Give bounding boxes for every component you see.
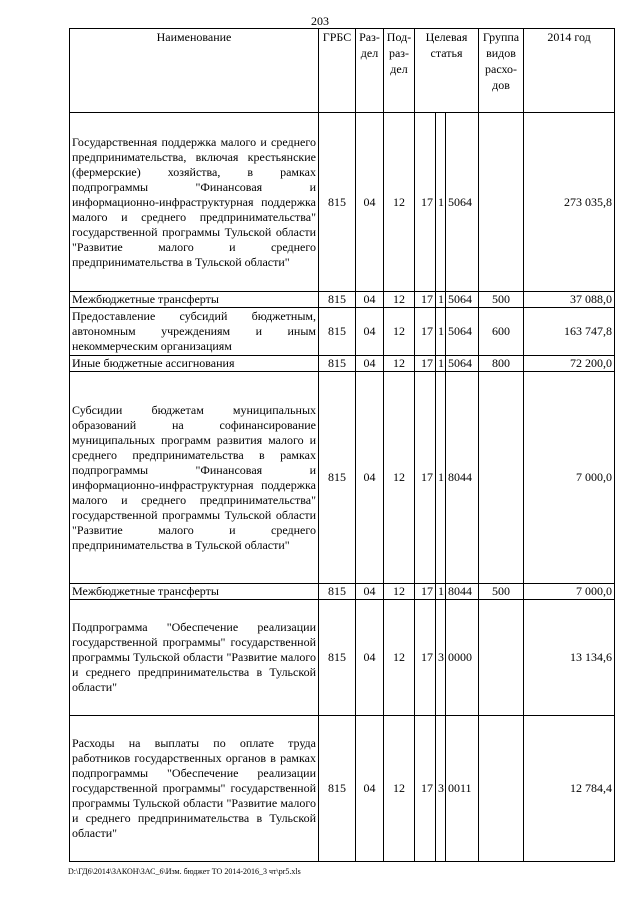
table-row: [70, 600, 615, 716]
row-target-code: 5064: [446, 292, 479, 308]
header-target: Целевая статья: [415, 29, 479, 113]
row-group: [479, 113, 524, 292]
header-group: Группа видов расхо-дов: [479, 29, 524, 113]
row-grbs: 815: [319, 292, 356, 308]
row-target-code: 5064: [446, 308, 479, 356]
row-amount: 13 134,6: [524, 600, 615, 716]
row-name: Предоставление субсидий бюджетным, автономным учреждениям и иным некоммерческим организациям: [70, 308, 319, 356]
table-row: [70, 113, 615, 292]
table-row: [70, 356, 615, 372]
row-target-subprogram: 1: [436, 113, 446, 292]
row-target-program: 17: [415, 308, 436, 356]
row-grbs: 815: [319, 113, 356, 292]
row-target-code: 5064: [446, 356, 479, 372]
row-name: Подпрограмма "Обеспечение реализации государственной программы" государственной программы Тульской области "Развитие малого и среднего предпринимательства в Тульской области": [70, 600, 319, 716]
header-podrazdel: Под-раз-дел: [384, 29, 415, 113]
header-razdel: Раз-дел: [356, 29, 384, 113]
row-target-program: 17: [415, 372, 436, 584]
row-group: 600: [479, 308, 524, 356]
row-grbs: 815: [319, 600, 356, 716]
header-grbs: ГРБС: [319, 29, 356, 113]
row-grbs: 815: [319, 356, 356, 372]
row-target-program: 17: [415, 600, 436, 716]
row-amount: 7 000,0: [524, 372, 615, 584]
row-grbs: 815: [319, 308, 356, 356]
row-podrazdel: 12: [384, 113, 415, 292]
row-group: [479, 372, 524, 584]
row-target-program: 17: [415, 113, 436, 292]
header-year: 2014 год: [524, 29, 615, 113]
row-razdel: 04: [356, 308, 384, 356]
row-razdel: 04: [356, 600, 384, 716]
row-podrazdel: 12: [384, 356, 415, 372]
row-podrazdel: 12: [384, 716, 415, 862]
row-amount: 163 747,8: [524, 308, 615, 356]
row-group: 500: [479, 584, 524, 600]
row-target-program: 17: [415, 292, 436, 308]
budget-table: [69, 28, 615, 862]
row-podrazdel: 12: [384, 292, 415, 308]
row-razdel: 04: [356, 356, 384, 372]
row-target-code: 8044: [446, 584, 479, 600]
row-target-subprogram: 3: [436, 600, 446, 716]
row-target-subprogram: 1: [436, 292, 446, 308]
row-target-program: 17: [415, 356, 436, 372]
row-target-subprogram: 1: [436, 356, 446, 372]
row-target-subprogram: 1: [436, 372, 446, 584]
table-row: [70, 372, 615, 584]
row-group: [479, 600, 524, 716]
row-group: [479, 716, 524, 862]
row-target-code: 0011: [446, 716, 479, 862]
row-group: 800: [479, 356, 524, 372]
row-podrazdel: 12: [384, 308, 415, 356]
row-name: Расходы на выплаты по оплате труда работников государственных органов в рамках подпрограммы "Обеспечение реализации государственной программы" государственной программы Тульской области "Развитие малого и среднего предпринимательства в Тульской области": [70, 716, 319, 862]
table-row: [70, 716, 615, 862]
row-podrazdel: 12: [384, 600, 415, 716]
table-row: [70, 292, 615, 308]
row-grbs: 815: [319, 716, 356, 862]
row-name: Межбюджетные трансферты: [70, 584, 319, 600]
row-target-program: 17: [415, 716, 436, 862]
row-target-subprogram: 3: [436, 716, 446, 862]
table-header-row: [70, 29, 615, 113]
row-target-program: 17: [415, 584, 436, 600]
row-name: Межбюджетные трансферты: [70, 292, 319, 308]
row-razdel: 04: [356, 372, 384, 584]
row-amount: 37 088,0: [524, 292, 615, 308]
row-grbs: 815: [319, 372, 356, 584]
table-row: [70, 584, 615, 600]
page-number: 203: [311, 14, 329, 28]
table-row: [70, 308, 615, 356]
row-target-code: 0000: [446, 600, 479, 716]
row-target-subprogram: 1: [436, 584, 446, 600]
row-amount: 273 035,8: [524, 113, 615, 292]
row-amount: 72 200,0: [524, 356, 615, 372]
row-amount: 12 784,4: [524, 716, 615, 862]
row-grbs: 815: [319, 584, 356, 600]
row-razdel: 04: [356, 716, 384, 862]
row-name: Субсидии бюджетам муниципальных образований на софинансирование муниципальных программ развития малого и среднего предпринимательства в рамках подпрограммы "Финансовая и информационно-инфраструктурная поддержка малого и среднего предпринимательства" государственной программы Тульской области "Развитие малого и среднего предпринимательства в Тульской области": [70, 372, 319, 584]
row-razdel: 04: [356, 113, 384, 292]
file-path-footer: D:\ГД6\2014\ЗАКОН\ЗАС_6\Изм. бюджет ТО 2014-2016_3 чт\pr5.xls: [68, 867, 301, 876]
row-name: Государственная поддержка малого и среднего предпринимательства, включая крестьянские (фермерские) хозяйства, в рамках подпрограммы "Финансовая и информационно-инфраструктурная поддержка малого и среднего предпринимательства" государственной программы Тульской области "Развитие малого и среднего предпринимательства в Тульской области": [70, 113, 319, 292]
row-name: Иные бюджетные ассигнования: [70, 356, 319, 372]
row-target-subprogram: 1: [436, 308, 446, 356]
row-group: 500: [479, 292, 524, 308]
row-target-code: 8044: [446, 372, 479, 584]
row-podrazdel: 12: [384, 372, 415, 584]
row-podrazdel: 12: [384, 584, 415, 600]
header-name: Наименование: [70, 29, 319, 113]
row-razdel: 04: [356, 584, 384, 600]
row-razdel: 04: [356, 292, 384, 308]
row-target-code: 5064: [446, 113, 479, 292]
row-amount: 7 000,0: [524, 584, 615, 600]
